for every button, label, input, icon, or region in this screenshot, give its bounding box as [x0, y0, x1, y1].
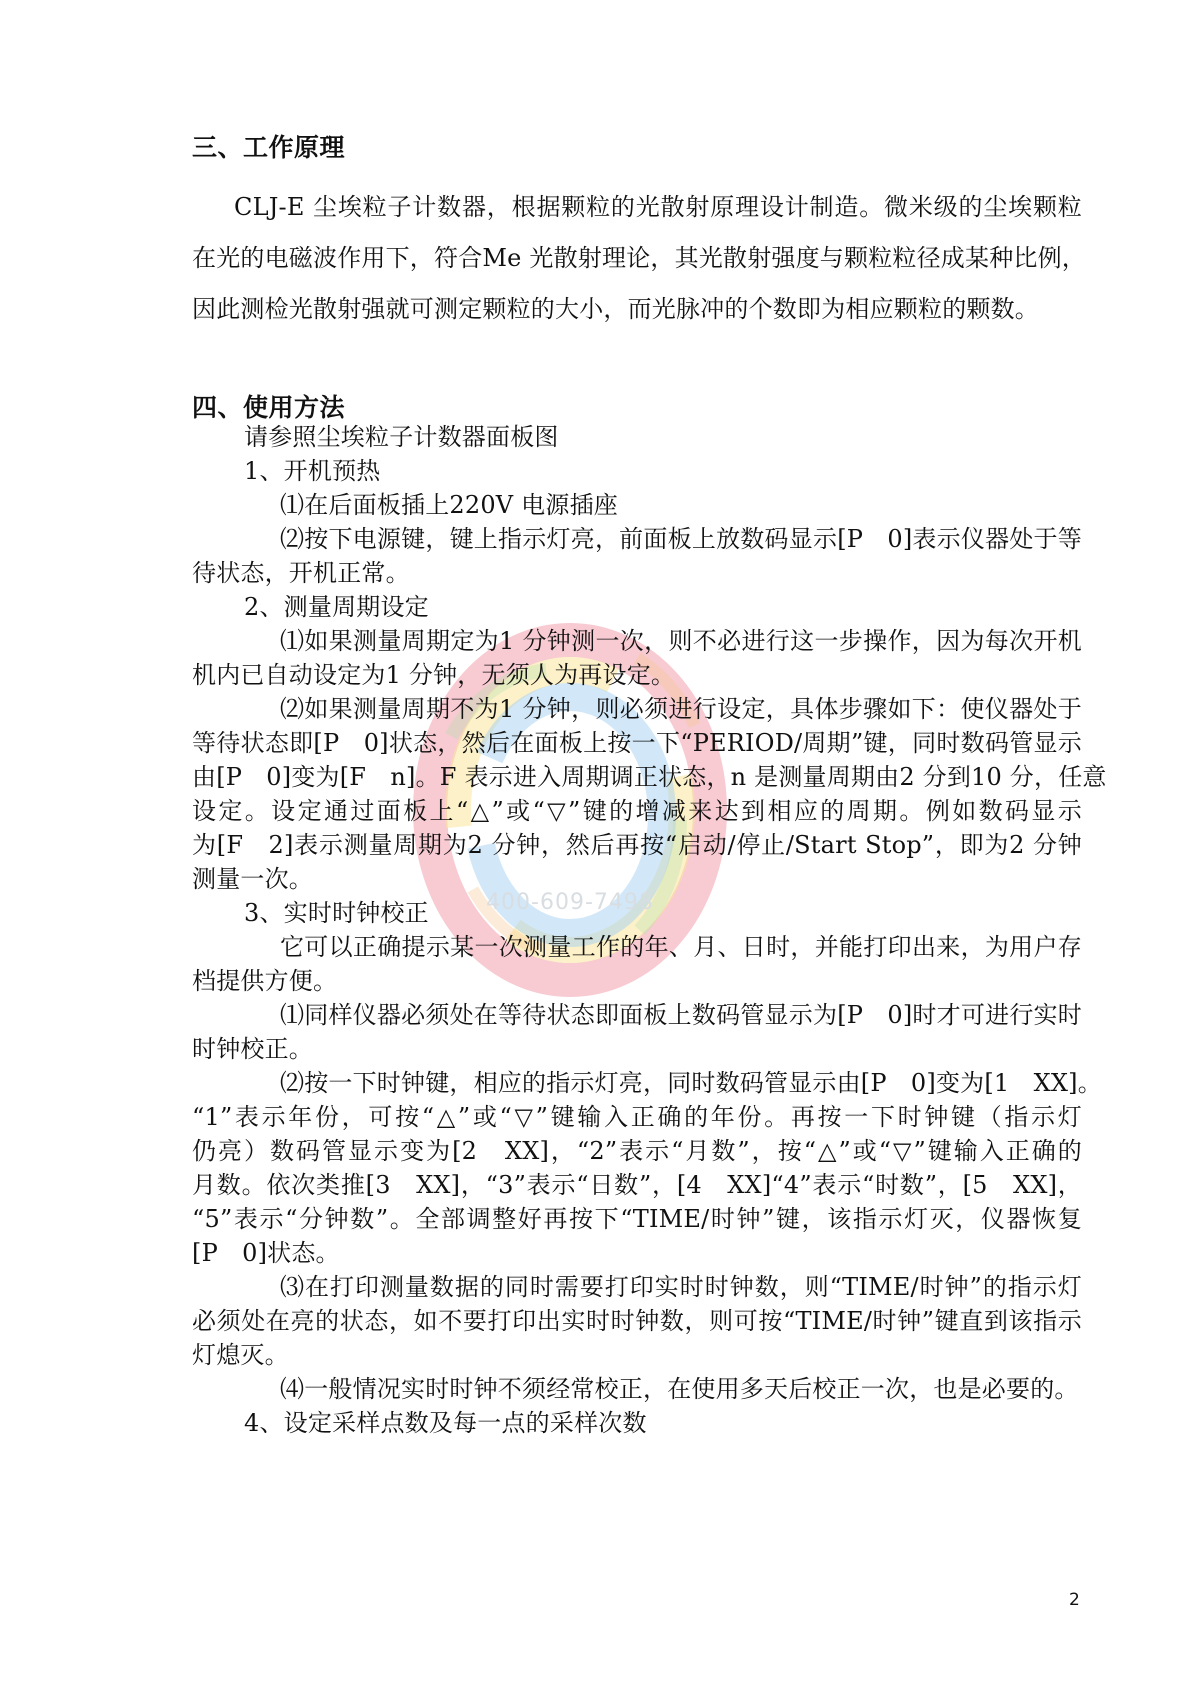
step-3-line: “5”表示“分钟数”。全部调整好再按下“TIME/时钟”键，该指示灯灭，仪器恢复 — [192, 1205, 1082, 1233]
paragraph-line: 因此测检光散射强就可测定颗粒的大小，而光脉冲的个数即为相应颗粒的颗数。 — [192, 295, 1039, 323]
page-number: 2 — [1069, 1590, 1080, 1610]
step-3-title: 3、实时时钟校正 — [244, 899, 429, 927]
step-2-line: 由[P 0]变为[F n]。F 表示进入周期调正状态，n 是测量周期由2 分到10 分，任意 — [192, 763, 1107, 791]
step-3-line: “1”表示年份，可按“△”或“▽”键输入正确的年份。再按一下时钟键（指示灯 — [192, 1103, 1082, 1131]
step-1-item: ⑵按下电源键，键上指示灯亮，前面板上放数码显示[P 0]表示仪器处于等 — [280, 525, 1082, 553]
step-3-line: 必须处在亮的状态，如不要打印出实时时钟数，则可按“TIME/时钟”键直到该指示 — [192, 1307, 1082, 1335]
step-2-line: ⑵如果测量周期不为1 分钟，则必须进行设定，具体步骤如下：使仪器处于 — [280, 695, 1082, 723]
step-2-title: 2、测量周期设定 — [244, 593, 429, 621]
step-1-item: 待状态，开机正常。 — [192, 559, 410, 587]
step-3-line: ⑷一般情况实时时钟不须经常校正，在使用多天后校正一次，也是必要的。 — [280, 1375, 1079, 1403]
step-3-line: [P 0]状态。 — [192, 1239, 340, 1267]
step-4-title: 4、设定采样点数及每一点的采样次数 — [244, 1409, 647, 1437]
watermark-phone: 400-609-7498 — [486, 890, 654, 915]
step-2-line: ⑴如果测量周期定为1 分钟测一次，则不必进行这一步操作，因为每次开机 — [280, 627, 1082, 655]
step-3-line: 仍亮）数码管显示变为[2 XX]，“2”表示“月数”，按“△”或“▽”键输入正确的 — [192, 1137, 1082, 1165]
step-1-item: ⑴在后面板插上220V 电源插座 — [280, 491, 618, 519]
paragraph-line: 在光的电磁波作用下，符合Me 光散射理论，其光散射强度与颗粒粒径成某种比例， — [192, 244, 1087, 272]
step-3-line: 档提供方便。 — [192, 967, 338, 995]
step-3-line: 时钟校正。 — [192, 1035, 313, 1063]
step-2-line: 为[F 2]表示测量周期为2 分钟，然后再按“启动/停止/Start Stop”，即为2 分钟 — [192, 831, 1082, 859]
step-2-line: 机内已自动设定为1 分钟，无须人为再设定。 — [192, 661, 676, 689]
step-2-line: 测量一次。 — [192, 865, 313, 893]
paragraph-line: CLJ-E 尘埃粒子计数器，根据颗粒的光散射原理设计制造。微米级的尘埃颗粒 — [234, 193, 1082, 221]
step-3-line: ⑵按一下时钟键，相应的指示灯亮，同时数码管显示由[P 0]变为[1 XX]。 — [280, 1069, 1102, 1097]
section-4-heading: 四、使用方法 — [192, 393, 346, 422]
section-3-heading: 三、工作原理 — [192, 133, 346, 162]
step-1-title: 1、开机预热 — [244, 457, 381, 485]
step-3-line: 月数。依次类推[3 XX]，“3”表示“日数”，[4 XX]“4”表示“时数”，[5 XX]， — [192, 1171, 1082, 1199]
step-3-line: 它可以正确提示某一次测量工作的年、月、日时，并能打印出来，为用户存 — [280, 933, 1082, 961]
step-3-line: 灯熄灭。 — [192, 1341, 289, 1369]
step-2-line: 等待状态即[P 0]状态，然后在面板上按一下“PERIOD/周期”键，同时数码管显示 — [192, 729, 1082, 757]
step-2-line: 设定。设定通过面板上“△”或“▽”键的增减来达到相应的周期。例如数码显示 — [192, 797, 1082, 825]
intro-text: 请参照尘埃粒子计数器面板图 — [244, 423, 559, 451]
step-3-line: ⑴同样仪器必须处在等待状态即面板上数码管显示为[P 0]时才可进行实时 — [280, 1001, 1082, 1029]
step-3-line: ⑶在打印测量数据的同时需要打印实时时钟数，则“TIME/时钟”的指示灯 — [280, 1273, 1082, 1301]
